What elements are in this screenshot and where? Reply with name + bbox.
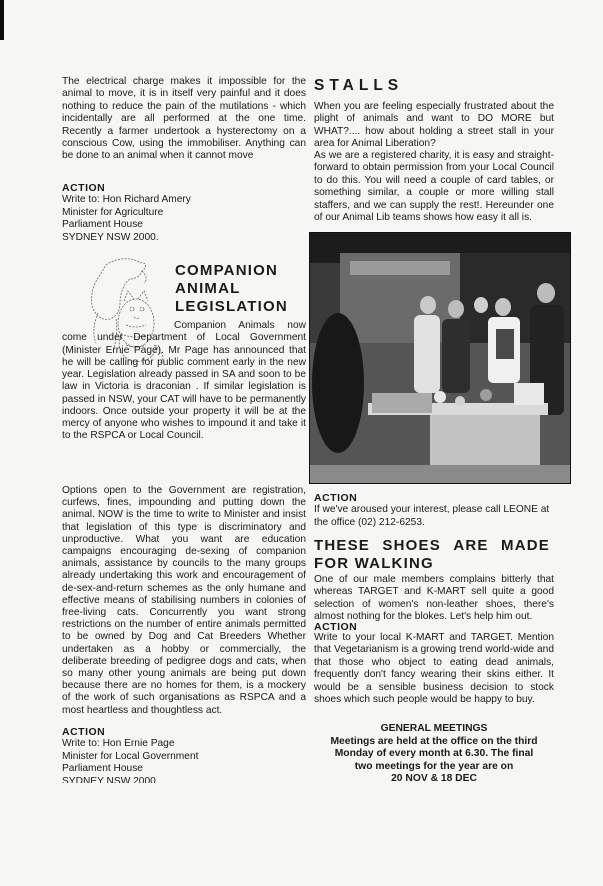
companion-title — [175, 262, 305, 316]
address-line: Parliament House — [62, 219, 143, 231]
action-heading: ACTION — [62, 726, 106, 738]
intro-paragraph: The electrical charge makes it impossible for the animal to move, it is in itself very painful and it does nothing to reduce the pain of the mutilations - which incidentally are all performed at the one time. Recently a farmer undertook a hysterectomy on a conscious Cow, using the immobiliser. Anything can be done to an animal when it cannot move — [62, 76, 306, 162]
action-heading: ACTION — [314, 621, 358, 633]
companion-paragraph-1-text: Companion Animals now come under Department of Local Government (Minister Ernie Page). Mr Page has announced that he will be calling for public comment early in the new year. Legislation already passed in SA and soon to be law in Victoria is draconian . If similar legislation is passed in NSW, your CAT will have to be permanently indoors. Once outside your property it will be at the mercy of anyone who wishes to impound it and take it to the RSPCA or Local Council. — [62, 320, 306, 442]
stalls-paragraph-1: When you are feeling especially frustrated about the plight of animals and want to DO MORE but WHAT?.... how about holding a street stall in your area for Animal Liberation? — [314, 101, 554, 150]
address-line: Minister for Agriculture — [62, 206, 164, 218]
address-line-cut — [62, 776, 306, 783]
companion-paragraph-1 — [62, 320, 306, 443]
stalls-heading: STALLS — [314, 77, 404, 94]
action-heading: ACTION — [314, 492, 358, 504]
address-line: Write to: Hon Ernie Page — [62, 738, 175, 750]
street-stall-photo — [309, 232, 571, 484]
text-wrap-spacer — [0, 320, 60, 372]
meetings-line: two meetings for the year are on — [354, 760, 514, 772]
address-line: Parliament House — [62, 763, 143, 775]
action-stalls-text: If we've aroused your interest, please call LEONE at the office (02) 212-6253. — [314, 504, 550, 528]
meetings-line: Meetings are held at the office on the third — [330, 735, 538, 747]
companion-title-line: ANIMAL — [175, 280, 241, 297]
street-stall-photo-image — [310, 233, 571, 484]
stalls-paragraph-2: As we are a registered charity, it is easy and straight-forward to obtain permission from your Local Council to do this. You will need a couple of card tables, or something similar, a couple or more willing stall staffers, and we can supply the rest!. Hereunder one of our Animal Lib teams shows how easy it all is. — [314, 150, 554, 224]
scan-edge-mark — [0, 0, 4, 40]
companion-title-line: LEGISLATION — [175, 298, 288, 315]
shoes-title-word: MADE — [501, 537, 550, 554]
companion-title-line: COMPANION — [175, 262, 279, 279]
meetings-line: Monday of every month at 6.30. The final — [334, 748, 534, 760]
action-block-local-government — [62, 724, 306, 783]
action-block-agriculture — [62, 180, 306, 244]
address-line: SYDNEY NSW 2000. — [62, 231, 159, 243]
general-meetings-notice — [300, 723, 568, 786]
shoes-title-word: ARE — [453, 537, 489, 554]
shoes-title-word: SHOES — [382, 537, 441, 554]
shoes-title — [314, 537, 550, 573]
shoes-title-word: THESE — [314, 537, 371, 554]
companion-paragraph-2: Options open to the Government are registration, curfews, fines, impounding and putting down the animal. NOW is the time to write to Minister and insist that legislation of this type is discriminatory and unproductive. What you want are education campaigns encouraging de-sexing of companion animals, assistance by councils to the many groups already undertaking this work and encouragement of de-sex-and-return schemes as the only humane and effective means of stabilising numbers in colonies of free-living cats. Concurrently you want strong restrictions on the number of entire animals permitted to be owned by Dog and Cat Breeders Whether undertaken as a hobby or commercially, the deliberate breeding of pedigree dogs and cats, when so many other young animals are being put down because there are no homes for them, is a mockery of the work of such organisations as RSPCA and a most heartless and thoughtless act. — [62, 485, 306, 716]
stalls-title — [314, 77, 554, 94]
meetings-heading: GENERAL MEETINGS — [380, 723, 488, 734]
shoes-paragraph-2: Write to your local K-MART and TARGET. Mention that Vegetarianism is a growing trend world-wide and that those who object to eating dead animals, frequently don't fancy wearing their skins either. It would be a sensible business decision to stock shoes which such people would be happy to buy. — [314, 632, 554, 706]
shoes-title-line-2: FOR WALKING — [314, 555, 434, 572]
action-heading: ACTION — [62, 182, 106, 194]
address-line: Write to: Hon Richard Amery — [62, 194, 191, 206]
address-line: SYDNEY NSW 2000 — [62, 775, 156, 783]
action-block-stalls — [314, 490, 554, 529]
shoes-title-line-1 — [314, 537, 550, 555]
address-line: Minister for Local Government — [62, 750, 199, 762]
meetings-line: 20 NOV & 18 DEC — [391, 773, 477, 785]
shoes-paragraph-1: One of our male members complains bitterly that whereas TARGET and K-MART sell quite a good selection of women's non-leather shoes, there's almost nothing for the blokes. Let's help him out. — [314, 574, 554, 623]
